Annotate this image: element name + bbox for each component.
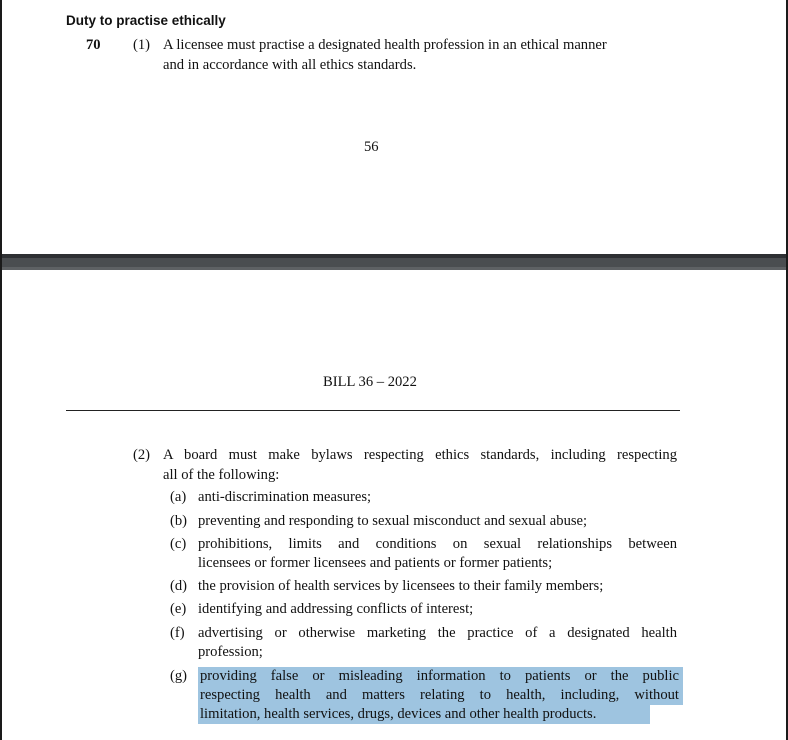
item-text: identifying and addressing conflicts of interest; [198,601,474,617]
item-label: (c) [170,536,187,552]
item-text: licensees or former licensees and patients or former patients; [198,555,553,571]
page-number: 56 [364,139,379,155]
section-number: 70 [86,37,101,53]
item-label: (d) [170,578,188,594]
header-rule [66,410,680,411]
item-label: (g) [170,668,188,684]
subsection-2-number: (2) [133,447,151,463]
viewer-border-left [0,0,2,740]
item-label: (e) [170,601,187,617]
item-text: the provision of health services by licensees to their family members; [198,578,604,594]
subsection-2-line-1: A board must make bylaws respecting ethics standards, including respecting [163,447,677,463]
subsection-1-line-2: and in accordance with all ethics standards. [163,57,417,73]
item-text-selected[interactable]: respecting health and matters relating to health, including, without [200,687,679,703]
item-label: (f) [170,625,185,641]
page-57 [2,270,786,740]
item-label: (a) [170,489,187,505]
subsection-1-line-1: A licensee must practise a designated health profession in an ethical manner [163,37,607,53]
item-text-selected[interactable]: providing false or misleading information to patients or the public [200,668,679,684]
page-separator [2,254,786,270]
section-heading: Duty to practise ethically [66,13,226,28]
item-text: preventing and responding to sexual misconduct and sexual abuse; [198,513,588,529]
item-text: anti-discrimination measures; [198,489,372,505]
subsection-1-number: (1) [133,37,151,53]
page-header: BILL 36 – 2022 [323,374,417,390]
item-text-selected[interactable]: limitation, health services, drugs, devices and other health products. [200,706,597,722]
page-56 [2,0,786,254]
item-label: (b) [170,513,188,529]
item-text: advertising or otherwise marketing the practice of a designated health [198,625,677,641]
item-text: profession; [198,644,263,660]
subsection-2-line-2: all of the following: [163,467,280,483]
item-text: prohibitions, limits and conditions on sexual relationships between [198,536,677,552]
